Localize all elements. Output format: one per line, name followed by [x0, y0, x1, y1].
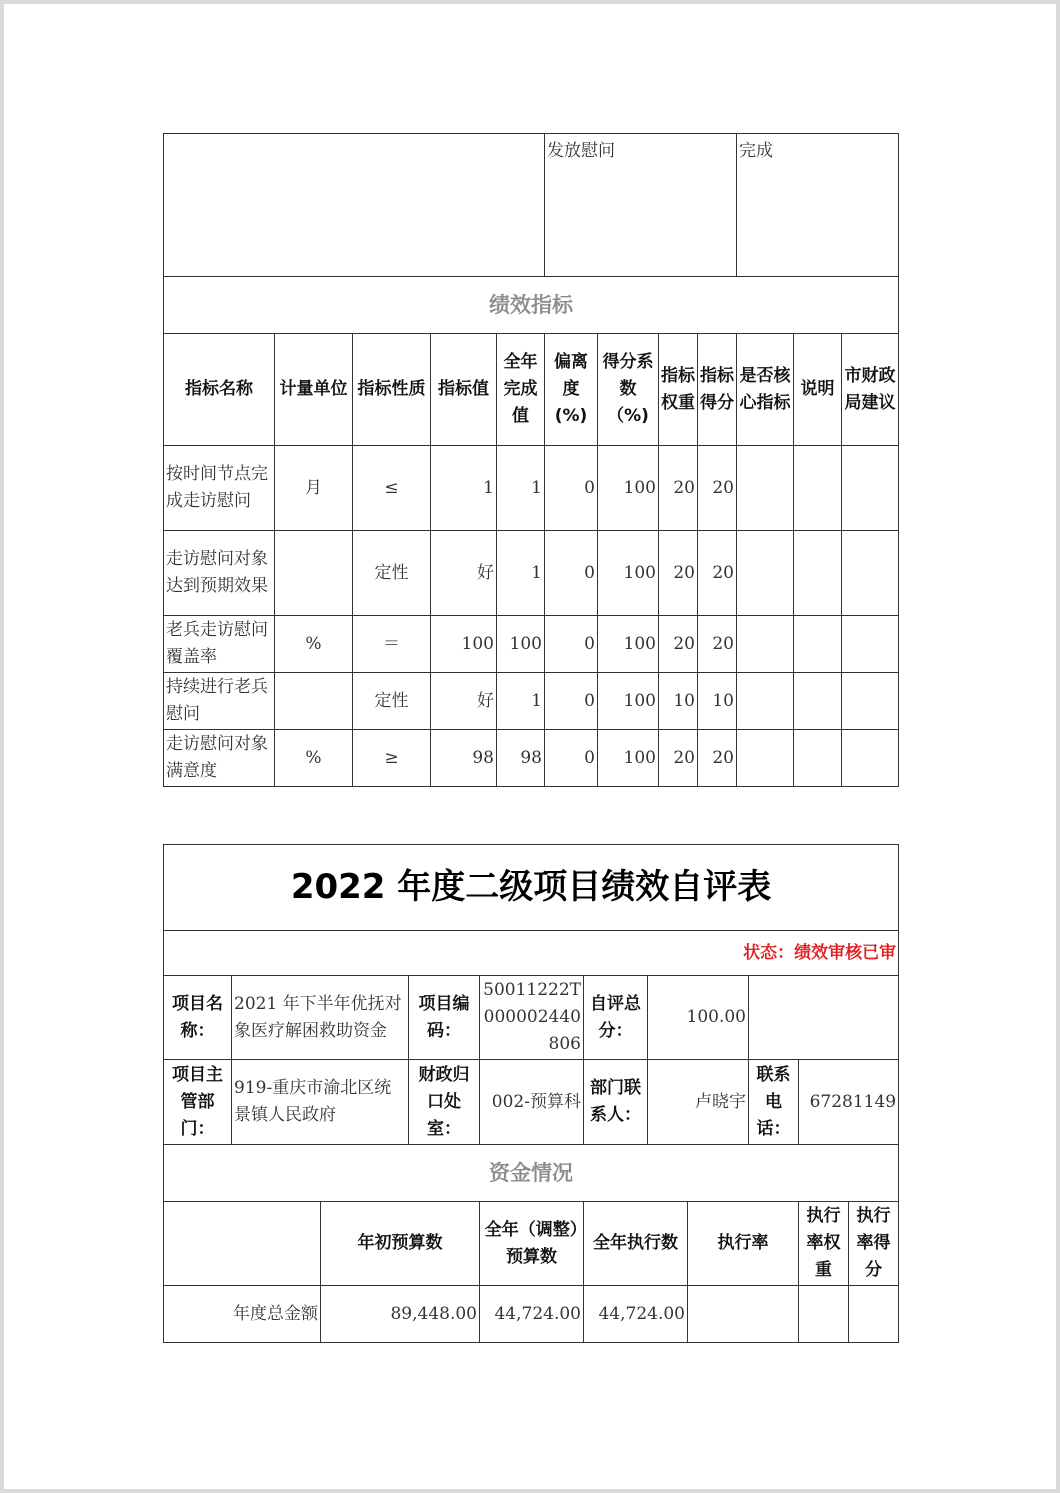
- note-cell: [794, 616, 842, 673]
- project-name-value: 2021 年下半年优抚对象医疗解困救助资金: [232, 976, 409, 1060]
- core-cell: [737, 616, 794, 673]
- header-adjusted-budget: 全年（调整）预算数: [480, 1202, 584, 1286]
- self-score-value: 100.00: [648, 976, 749, 1060]
- status-label: 状态：绩效审核已审: [164, 931, 899, 976]
- total-amount-label: 年度总金额: [164, 1286, 321, 1343]
- document-page: [4, 4, 1056, 1489]
- phone-value: 67281149: [799, 1060, 899, 1145]
- table-row: [164, 1286, 899, 1343]
- phone-label: 联系电话：: [749, 1060, 799, 1145]
- blank-cell: [749, 976, 899, 1060]
- value: 100: [431, 616, 497, 673]
- performance-indicator-table: [163, 133, 899, 787]
- project-code-label: 项目编码：: [409, 976, 480, 1060]
- exec-rate-score-cell: [849, 1286, 899, 1343]
- header-completed: 全年完成值: [497, 334, 545, 446]
- finance-office-value: 002-预算科: [480, 1060, 584, 1145]
- note-cell: [794, 446, 842, 531]
- header-initial-budget: 年初预算数: [321, 1202, 480, 1286]
- output-status-cell: 完成: [737, 134, 899, 277]
- project-name-label: 项目名称：: [164, 976, 232, 1060]
- coefficient: 100: [598, 673, 659, 730]
- header-weight: 指标权重: [659, 334, 698, 446]
- header-score: 指标得分: [698, 334, 737, 446]
- core-cell: [737, 531, 794, 616]
- initial-budget-value: 89,448.00: [321, 1286, 480, 1343]
- exec-rate-weight-cell: [799, 1286, 849, 1343]
- header-nature: 指标性质: [353, 334, 431, 446]
- completed: 1: [497, 673, 545, 730]
- table-row: [164, 673, 899, 730]
- self-evaluation-form: [163, 844, 899, 1343]
- unit: [275, 673, 353, 730]
- blank-cell: [164, 134, 545, 277]
- advice-cell: [842, 616, 899, 673]
- weight: 10: [659, 673, 698, 730]
- advice-cell: [842, 730, 899, 787]
- weight: 20: [659, 730, 698, 787]
- table-row: [164, 446, 899, 531]
- value: 1: [431, 446, 497, 531]
- weight: 20: [659, 446, 698, 531]
- weight: 20: [659, 531, 698, 616]
- header-advice: 市财政局建议: [842, 334, 899, 446]
- score: 20: [698, 446, 737, 531]
- self-score-label: 自评总分：: [584, 976, 648, 1060]
- finance-office-label: 财政归口处室：: [409, 1060, 480, 1145]
- value: 好: [431, 673, 497, 730]
- coefficient: 100: [598, 730, 659, 787]
- core-cell: [737, 673, 794, 730]
- nature: ≥: [353, 730, 431, 787]
- executed-value: 44,724.00: [584, 1286, 688, 1343]
- deviation: 0: [545, 730, 598, 787]
- table-row: [164, 531, 899, 616]
- header-core: 是否核心指标: [737, 334, 794, 446]
- contact-label: 部门联系人：: [584, 1060, 648, 1145]
- header-indicator-name: 指标名称: [164, 334, 275, 446]
- output-item-cell: 发放慰问: [545, 134, 737, 277]
- header-coefficient: 得分系数（%): [598, 334, 659, 446]
- note-cell: [794, 730, 842, 787]
- header-executed: 全年执行数: [584, 1202, 688, 1286]
- core-cell: [737, 730, 794, 787]
- header-unit: 计量单位: [275, 334, 353, 446]
- unit: %: [275, 616, 353, 673]
- core-cell: [737, 446, 794, 531]
- project-code-value: 50011222T000002440806: [480, 976, 584, 1060]
- score: 20: [698, 531, 737, 616]
- completed: 98: [497, 730, 545, 787]
- completed: 1: [497, 531, 545, 616]
- indicator-name: 走访慰问对象达到预期效果: [164, 531, 275, 616]
- value: 好: [431, 531, 497, 616]
- header-exec-rate: 执行率: [688, 1202, 799, 1286]
- coefficient: 100: [598, 446, 659, 531]
- score: 20: [698, 730, 737, 787]
- header-exec-rate-weight: 执行率权重: [799, 1202, 849, 1286]
- score: 10: [698, 673, 737, 730]
- nature: 定性: [353, 673, 431, 730]
- indicator-name: 持续进行老兵慰问: [164, 673, 275, 730]
- table-row: [164, 730, 899, 787]
- dept-label: 项目主管部门：: [164, 1060, 232, 1145]
- note-cell: [794, 673, 842, 730]
- deviation: 0: [545, 446, 598, 531]
- blank-cell: [164, 1202, 321, 1286]
- form-title: 2022 年度二级项目绩效自评表: [164, 845, 899, 931]
- unit: 月: [275, 446, 353, 531]
- deviation: 0: [545, 673, 598, 730]
- section-title-indicators: 绩效指标: [164, 277, 899, 334]
- unit: %: [275, 730, 353, 787]
- contact-value: 卢晓宇: [648, 1060, 749, 1145]
- header-note: 说明: [794, 334, 842, 446]
- advice-cell: [842, 531, 899, 616]
- adjusted-budget-value: 44,724.00: [480, 1286, 584, 1343]
- completed: 100: [497, 616, 545, 673]
- header-value: 指标值: [431, 334, 497, 446]
- section-title-funds: 资金情况: [164, 1145, 899, 1202]
- header-exec-rate-score: 执行率得分: [849, 1202, 899, 1286]
- weight: 20: [659, 616, 698, 673]
- note-cell: [794, 531, 842, 616]
- value: 98: [431, 730, 497, 787]
- indicator-name: 老兵走访慰问覆盖率: [164, 616, 275, 673]
- completed: 1: [497, 446, 545, 531]
- unit: [275, 531, 353, 616]
- deviation: 0: [545, 616, 598, 673]
- deviation: 0: [545, 531, 598, 616]
- advice-cell: [842, 673, 899, 730]
- indicator-name: 走访慰问对象满意度: [164, 730, 275, 787]
- coefficient: 100: [598, 531, 659, 616]
- indicator-name: 按时间节点完成走访慰问: [164, 446, 275, 531]
- nature: ≤: [353, 446, 431, 531]
- nature: ＝: [353, 616, 431, 673]
- coefficient: 100: [598, 616, 659, 673]
- advice-cell: [842, 446, 899, 531]
- score: 20: [698, 616, 737, 673]
- header-deviation: 偏离度(%): [545, 334, 598, 446]
- exec-rate-cell: [688, 1286, 799, 1343]
- nature: 定性: [353, 531, 431, 616]
- dept-value: 919-重庆市渝北区统景镇人民政府: [232, 1060, 409, 1145]
- table-row: [164, 616, 899, 673]
